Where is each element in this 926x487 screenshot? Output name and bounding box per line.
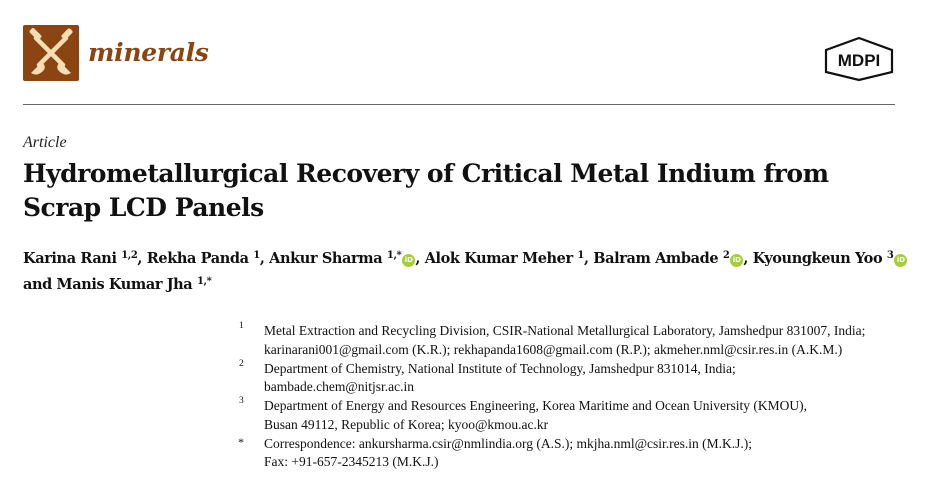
- author-name: Alok Kumar Meher: [424, 250, 573, 267]
- affiliation-line: bambade.chem@nitjsr.ac.in: [264, 379, 415, 394]
- affiliation-item: [236, 360, 916, 397]
- separator: ,: [415, 250, 421, 267]
- author-name: Balram Ambade: [593, 250, 719, 267]
- affiliation-line: karinarani001@gmail.com (K.R.); rekhapanda1608@gmail.com (R.P.); akmeher.nml@csir.res.in (A.K.M.): [264, 341, 843, 357]
- affiliation-marker: 2: [239, 358, 244, 369]
- separator: ,: [259, 250, 265, 267]
- affiliation-marker: 1: [239, 321, 244, 331]
- journal-logo: [23, 25, 79, 81]
- author-name: Kyoungkeun Yoo: [752, 250, 883, 267]
- affiliation-line: Busan 49112, Republic of Korea; kyoo@kmou.ac.kr: [264, 416, 549, 432]
- crossed-shovel-pickaxe-icon: [23, 25, 79, 81]
- affiliation-line: Department of Chemistry, National Institute of Technology, Jamshedpur 831014, India;: [264, 360, 736, 376]
- orcid-icon[interactable]: iD: [894, 254, 907, 267]
- title-line: Scrap LCD Panels: [23, 193, 264, 222]
- affiliation-item: [236, 322, 916, 359]
- author-name: Rekha Panda: [146, 250, 249, 267]
- author-name: Ankur Sharma: [269, 250, 383, 267]
- separator: ,: [583, 250, 589, 267]
- author-affiliation-marker: 1,*: [196, 276, 212, 287]
- mdpi-logo: [823, 36, 895, 82]
- separator: ,: [137, 250, 143, 267]
- separator: ,: [743, 250, 749, 267]
- correspondence-marker: *: [238, 434, 244, 449]
- header-divider: [23, 104, 895, 105]
- author-affiliation-marker: 1,*: [386, 250, 402, 261]
- correspondence-item: [236, 435, 916, 472]
- title-line: Hydrometallurgical Recovery of Critical Metal Indium from: [23, 159, 829, 188]
- affiliation-line: Metal Extraction and Recycling Division, CSIR-National Metallurgical Laboratory, Jamshedpur 831007, India;: [264, 323, 866, 338]
- article-title: [23, 157, 903, 225]
- mdpi-logo-text: MDPI: [837, 51, 881, 70]
- author-name: Manis Kumar Jha: [56, 276, 193, 293]
- author-affiliation-marker: 1: [253, 250, 260, 261]
- orcid-icon[interactable]: iD: [402, 254, 415, 267]
- correspondence-line: Correspondence: ankursharma.csir@nmlindia.org (A.S.); mkjha.nml@csir.res.in (M.K.J.);: [264, 435, 753, 451]
- author-affiliation-marker: 1,2: [121, 250, 138, 261]
- author-name: Karina Rani: [23, 250, 117, 267]
- orcid-icon[interactable]: iD: [730, 254, 743, 267]
- author-list: [23, 244, 913, 296]
- journal-name: minerals: [88, 38, 209, 67]
- author-affiliation-marker: 1: [577, 250, 584, 261]
- affiliation-marker: 3: [239, 396, 244, 406]
- author-affiliation-marker: 2: [722, 250, 730, 261]
- article-type-label: Article: [23, 134, 67, 151]
- affiliation-line: Department of Energy and Resources Engineering, Korea Maritime and Ocean University (KMOU),: [264, 398, 807, 413]
- author-affiliation-marker: 3: [886, 250, 894, 261]
- author-conjunction: and: [23, 276, 52, 293]
- correspondence-line: Fax: +91-657-2345213 (M.K.J.): [264, 454, 439, 469]
- affiliations-list: [236, 322, 916, 472]
- affiliation-item: [236, 397, 916, 434]
